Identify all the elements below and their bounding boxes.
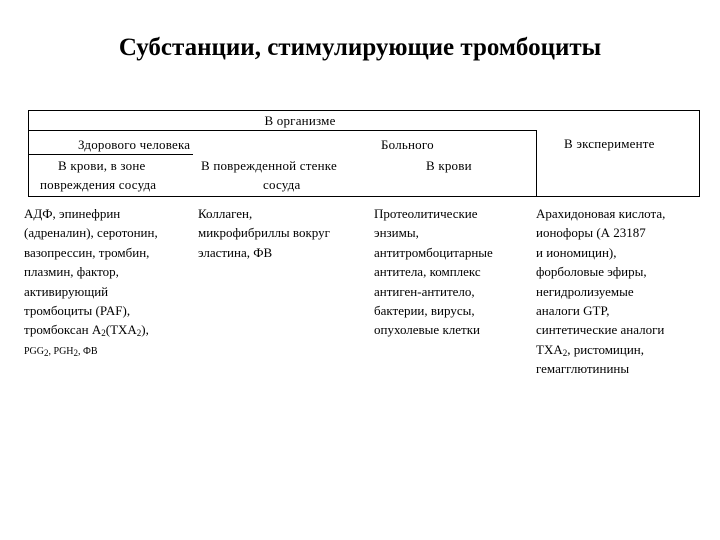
list-item: опухолевые клетки (374, 322, 480, 338)
list-item: (адреналин), серотонин, (24, 225, 158, 241)
header-in-blood: В крови (426, 158, 472, 173)
list-item: плазмин, фактор, (24, 264, 119, 280)
list-item-txa: $TXA_2$, ристомицин, (536, 341, 645, 358)
list-item: вазопрессин, тромбин, (24, 244, 150, 260)
list-item: антитела, комплекс (374, 264, 481, 280)
header-experiment: В эксперименте (564, 136, 655, 151)
header-blood-zone-line2: повреждения сосуда (40, 177, 157, 192)
list-item: Коллаген, (198, 206, 253, 221)
list-item: ионофоры (А 23187 (536, 225, 646, 241)
list-item: синтетические аналоги (536, 322, 665, 338)
list-item-prostaglandins: $PGG_2$, $PGH_2$, ФВ (24, 345, 98, 358)
list-item: Арахидоновая кислота, (536, 206, 666, 221)
header-in-organism: В организме (264, 113, 336, 128)
column-sick-blood (374, 204, 493, 340)
list-item: микрофибриллы вокруг (198, 225, 330, 241)
slide-title: Субстанции, стимулирующие тромбоциты (118, 34, 602, 61)
list-item: бактерии, вирусы, (374, 303, 475, 319)
list-item: активирующий (24, 283, 109, 299)
column-healthy-blood (24, 204, 158, 361)
list-item: форболовые эфиры, (536, 264, 647, 280)
list-item: Протеолитические (374, 206, 478, 221)
list-item: эластина, ФВ (198, 244, 273, 260)
list-item: аналоги GTP, (536, 303, 610, 319)
list-item-thromboxane: тромбоксан $А_2(TXA_2)$, (24, 322, 149, 339)
header-damaged-wall-line2: сосуда (263, 177, 301, 192)
list-item: антиген-антитело, (374, 283, 475, 299)
header-healthy: Здорового человека (78, 137, 191, 152)
column-healthy-damaged-wall (198, 204, 330, 262)
list-item: АДФ, эпинефрин (24, 206, 121, 221)
header-sick: Больного (381, 137, 434, 152)
list-item: энзимы, (374, 225, 419, 241)
list-item: тромбоциты (PAF), (24, 303, 131, 319)
list-item: и иономицин), (536, 244, 617, 260)
header-blood-zone-line1: В крови, в зоне (58, 158, 146, 173)
list-item: гемагглютинины (536, 361, 630, 377)
header-damaged-wall-line1: В поврежденной стенке (201, 158, 337, 173)
column-experiment (536, 204, 665, 379)
list-item: негидролизуемые (536, 283, 634, 299)
list-item: антитромбоцитарные (374, 244, 493, 260)
